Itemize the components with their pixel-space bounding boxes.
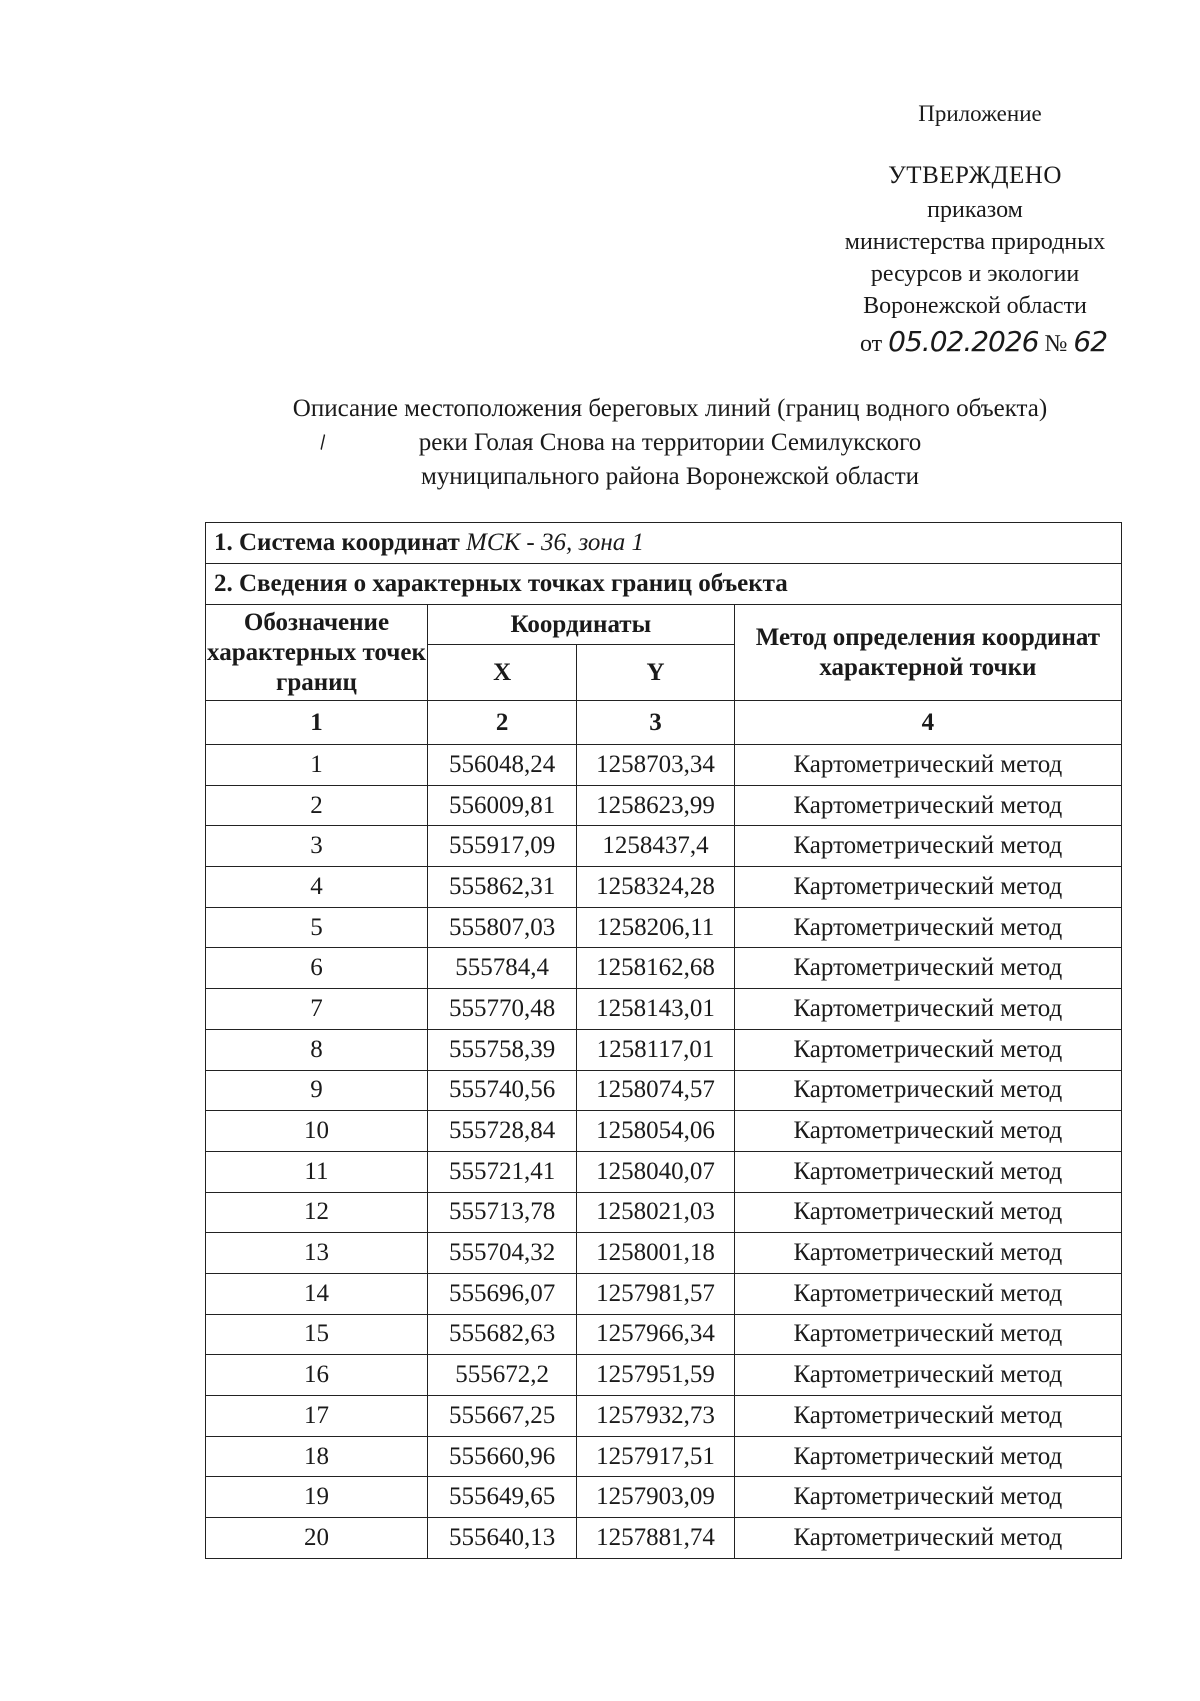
y-coordinate-cell: 1257966,34 bbox=[577, 1314, 734, 1355]
method-cell: Картометрический метод bbox=[734, 1111, 1121, 1152]
method-header: Метод определения координат характерной точки bbox=[734, 605, 1121, 701]
point-number-cell: 19 bbox=[206, 1477, 428, 1518]
method-cell: Картометрический метод bbox=[734, 745, 1121, 786]
section1-value: МСК - 36, зона 1 bbox=[466, 529, 645, 556]
table-row bbox=[206, 867, 1122, 908]
method-cell: Картометрический метод bbox=[734, 989, 1121, 1030]
method-cell: Картометрический метод bbox=[734, 1192, 1121, 1233]
x-coordinate-cell: 555649,65 bbox=[427, 1477, 576, 1518]
approval-line: ресурсов и экологии bbox=[870, 261, 1080, 287]
method-cell: Картометрический метод bbox=[734, 1355, 1121, 1396]
section1-label: 1. Система координат bbox=[214, 529, 460, 556]
y-coordinate-cell: 1258021,03 bbox=[577, 1192, 734, 1233]
point-number-cell: 11 bbox=[206, 1151, 428, 1192]
point-number-cell: 13 bbox=[206, 1233, 428, 1274]
method-cell: Картометрический метод bbox=[734, 1273, 1121, 1314]
table-row bbox=[206, 1518, 1122, 1559]
column-number: 3 bbox=[577, 701, 734, 745]
x-coordinate-cell: 555784,4 bbox=[427, 948, 576, 989]
approval-line: Воронежской области bbox=[863, 293, 1087, 319]
method-cell: Картометрический метод bbox=[734, 1518, 1121, 1559]
x-coordinate-cell: 556048,24 bbox=[427, 745, 576, 786]
x-header: X bbox=[427, 645, 576, 701]
y-coordinate-cell: 1257981,57 bbox=[577, 1273, 734, 1314]
coordinates-header: Координаты bbox=[427, 605, 734, 645]
y-coordinate-cell: 1257917,51 bbox=[577, 1436, 734, 1477]
method-cell: Картометрический метод bbox=[734, 1477, 1121, 1518]
method-cell: Картометрический метод bbox=[734, 1396, 1121, 1437]
y-coordinate-cell: 1258206,11 bbox=[577, 907, 734, 948]
table-row bbox=[206, 1477, 1122, 1518]
x-coordinate-cell: 555807,03 bbox=[427, 907, 576, 948]
y-coordinate-cell: 1258623,99 bbox=[577, 785, 734, 826]
y-coordinate-cell: 1258703,34 bbox=[577, 745, 734, 786]
method-cell: Картометрический метод bbox=[734, 867, 1121, 908]
y-coordinate-cell: 1257903,09 bbox=[577, 1477, 734, 1518]
handwritten-number: 62 bbox=[1073, 325, 1108, 358]
point-number-cell: 5 bbox=[206, 907, 428, 948]
column-number: 2 bbox=[427, 701, 576, 745]
method-cell: Картометрический метод bbox=[734, 1029, 1121, 1070]
y-coordinate-cell: 1258054,06 bbox=[577, 1111, 734, 1152]
y-coordinate-cell: 1257932,73 bbox=[577, 1396, 734, 1437]
method-cell: Картометрический метод bbox=[734, 1233, 1121, 1274]
x-coordinate-cell: 555721,41 bbox=[427, 1151, 576, 1192]
x-coordinate-cell: 555862,31 bbox=[427, 867, 576, 908]
point-number-cell: 17 bbox=[206, 1396, 428, 1437]
y-coordinate-cell: 1258117,01 bbox=[577, 1029, 734, 1070]
table-row bbox=[206, 1436, 1122, 1477]
x-coordinate-cell: 555696,07 bbox=[427, 1273, 576, 1314]
column-number: 1 bbox=[206, 701, 428, 745]
document-title bbox=[220, 392, 1120, 494]
point-number-cell: 10 bbox=[206, 1111, 428, 1152]
method-cell: Картометрический метод bbox=[734, 1070, 1121, 1111]
y-coordinate-cell: 1258162,68 bbox=[577, 948, 734, 989]
x-coordinate-cell: 556009,81 bbox=[427, 785, 576, 826]
y-coordinate-cell: 1257881,74 bbox=[577, 1518, 734, 1559]
table-row bbox=[206, 989, 1122, 1030]
x-coordinate-cell: 555640,13 bbox=[427, 1518, 576, 1559]
table-row bbox=[206, 1396, 1122, 1437]
x-coordinate-cell: 555728,84 bbox=[427, 1111, 576, 1152]
method-cell: Картометрический метод bbox=[734, 785, 1121, 826]
approval-stamp bbox=[790, 160, 1160, 322]
point-number-cell: 8 bbox=[206, 1029, 428, 1070]
order-date-line bbox=[860, 325, 1107, 358]
point-number-cell: 16 bbox=[206, 1355, 428, 1396]
table-row bbox=[206, 1151, 1122, 1192]
approval-line: приказом bbox=[927, 197, 1023, 223]
point-number-cell: 4 bbox=[206, 867, 428, 908]
points-section-row: 2. Сведения о характерных точках границ объекта bbox=[206, 564, 1122, 605]
point-number-cell: 15 bbox=[206, 1314, 428, 1355]
table-row bbox=[206, 1111, 1122, 1152]
method-cell: Картометрический метод bbox=[734, 907, 1121, 948]
method-cell: Картометрический метод bbox=[734, 1436, 1121, 1477]
point-number-cell: 18 bbox=[206, 1436, 428, 1477]
x-coordinate-cell: 555704,32 bbox=[427, 1233, 576, 1274]
method-cell: Картометрический метод bbox=[734, 948, 1121, 989]
point-number-cell: 12 bbox=[206, 1192, 428, 1233]
pen-mark: ∖ bbox=[312, 430, 332, 454]
appendix-label: Приложение bbox=[918, 101, 1042, 126]
table-row bbox=[206, 826, 1122, 867]
x-coordinate-cell: 555660,96 bbox=[427, 1436, 576, 1477]
y-header: Y bbox=[577, 645, 734, 701]
table-row bbox=[206, 1273, 1122, 1314]
point-number-cell: 9 bbox=[206, 1070, 428, 1111]
x-coordinate-cell: 555667,25 bbox=[427, 1396, 576, 1437]
y-coordinate-cell: 1257951,59 bbox=[577, 1355, 734, 1396]
table-row bbox=[206, 907, 1122, 948]
y-coordinate-cell: 1258001,18 bbox=[577, 1233, 734, 1274]
coordinate-system-row bbox=[206, 523, 1122, 564]
method-cell: Картометрический метод bbox=[734, 1314, 1121, 1355]
column-number: 4 bbox=[734, 701, 1121, 745]
table-row bbox=[206, 785, 1122, 826]
method-cell: Картометрический метод bbox=[734, 1151, 1121, 1192]
number-prefix: № bbox=[1044, 331, 1068, 357]
table-row bbox=[206, 1070, 1122, 1111]
column-number-row bbox=[206, 701, 1122, 745]
y-coordinate-cell: 1258324,28 bbox=[577, 867, 734, 908]
x-coordinate-cell: 555672,2 bbox=[427, 1355, 576, 1396]
point-number-cell: 2 bbox=[206, 785, 428, 826]
approval-line: министерства природных bbox=[844, 229, 1106, 255]
point-number-cell: 3 bbox=[206, 826, 428, 867]
point-number-cell: 1 bbox=[206, 745, 428, 786]
x-coordinate-cell: 555740,56 bbox=[427, 1070, 576, 1111]
boundary-points-table bbox=[205, 522, 1122, 1559]
y-coordinate-cell: 1258143,01 bbox=[577, 989, 734, 1030]
x-coordinate-cell: 555770,48 bbox=[427, 989, 576, 1030]
point-number-cell: 20 bbox=[206, 1518, 428, 1559]
table-row bbox=[206, 1314, 1122, 1355]
y-coordinate-cell: 1258437,4 bbox=[577, 826, 734, 867]
date-prefix: от bbox=[860, 331, 883, 357]
title-line: реки Голая Снова на территории Семилукского bbox=[418, 429, 922, 456]
table-row bbox=[206, 1192, 1122, 1233]
y-coordinate-cell: 1258074,57 bbox=[577, 1070, 734, 1111]
table-row bbox=[206, 1233, 1122, 1274]
method-cell: Картометрический метод bbox=[734, 826, 1121, 867]
x-coordinate-cell: 555682,63 bbox=[427, 1314, 576, 1355]
x-coordinate-cell: 555917,09 bbox=[427, 826, 576, 867]
table-row bbox=[206, 745, 1122, 786]
table-row bbox=[206, 1029, 1122, 1070]
designation-header: Обозначение характерных точек границ bbox=[206, 605, 428, 701]
approved-heading: УТВЕРЖДЕНО bbox=[888, 162, 1062, 189]
title-line: муниципального района Воронежской области bbox=[420, 463, 919, 490]
point-number-cell: 14 bbox=[206, 1273, 428, 1314]
table-row bbox=[206, 948, 1122, 989]
title-line: Описание местоположения береговых линий (границ водного объекта) bbox=[292, 395, 1048, 422]
x-coordinate-cell: 555713,78 bbox=[427, 1192, 576, 1233]
x-coordinate-cell: 555758,39 bbox=[427, 1029, 576, 1070]
point-number-cell: 7 bbox=[206, 989, 428, 1030]
y-coordinate-cell: 1258040,07 bbox=[577, 1151, 734, 1192]
point-number-cell: 6 bbox=[206, 948, 428, 989]
table-row bbox=[206, 1355, 1122, 1396]
handwritten-date: 05.02.2026 bbox=[888, 325, 1039, 358]
